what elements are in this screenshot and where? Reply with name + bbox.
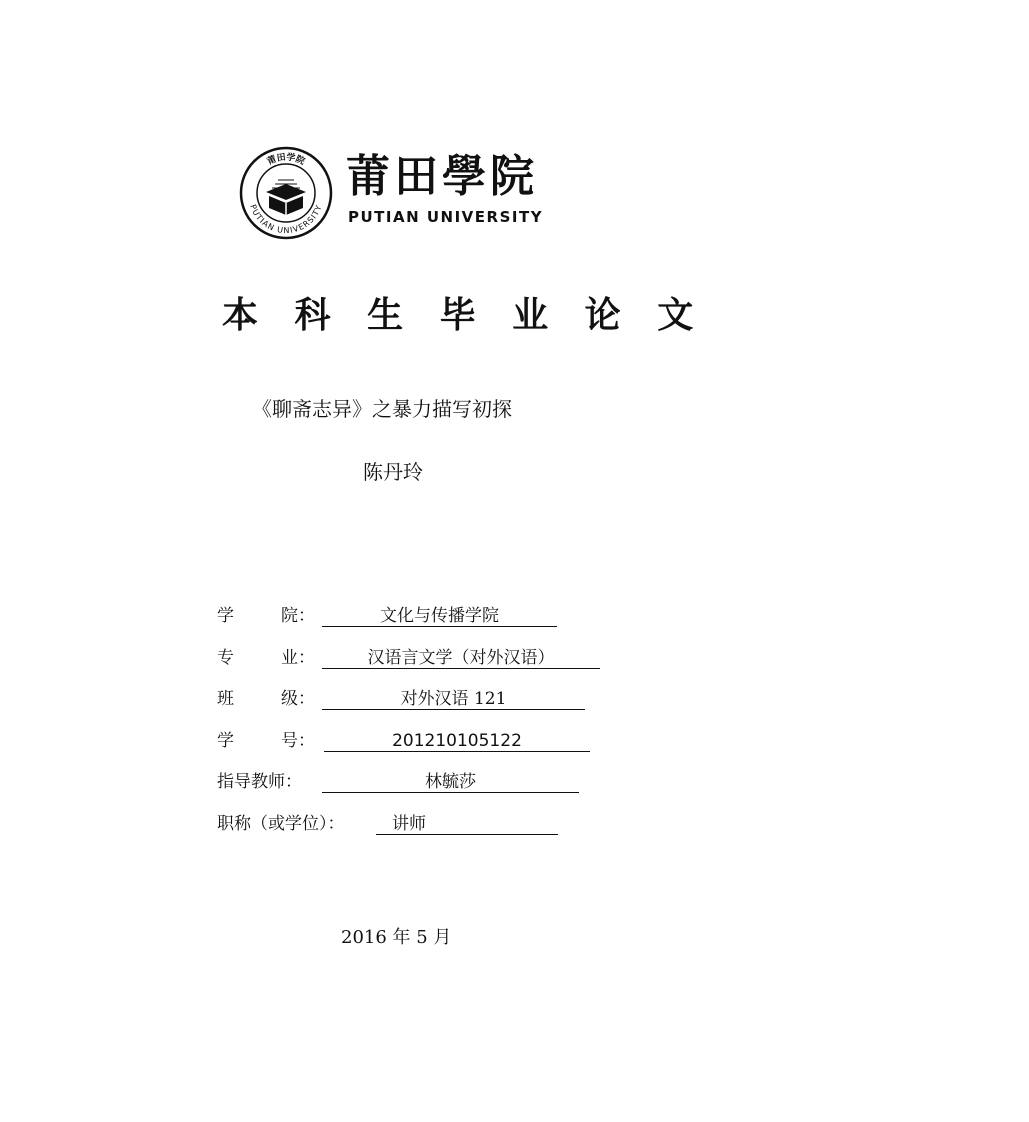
college-value: 文化与传播学院: [322, 603, 557, 627]
university-name-cn: 莆田學院: [346, 151, 538, 202]
student-id-label-b: 号：: [281, 731, 315, 751]
major-label-b: 业：: [281, 648, 315, 668]
university-seal-logo: [239, 146, 333, 240]
class-label-a: 班: [217, 689, 234, 709]
seal-graphic: [239, 146, 333, 240]
major-value: 汉语言文学（对外汉语）: [322, 645, 600, 669]
author-name: 陈丹玲: [363, 460, 423, 484]
seal-top-text: 莆田学院: [265, 152, 307, 168]
advisor-label: 指导教师：: [217, 772, 302, 792]
submission-date: 2016 年 5 月: [341, 927, 452, 948]
major-label-a: 专: [217, 648, 234, 668]
svg-text:莆田学院: [265, 151, 308, 168]
advisor-value: 林毓莎: [322, 769, 579, 793]
document-type-heading: 本 科 生 毕 业 论 文: [222, 295, 706, 336]
student-id-label-a: 学: [217, 731, 234, 751]
college-label-b: 院：: [281, 606, 315, 626]
class-label-b: 级：: [281, 689, 315, 709]
advisor-title-label: 职称（或学位）：: [217, 814, 345, 834]
class-value: 对外汉语 121: [322, 686, 585, 710]
seal-bottom-text: PUTIAN UNIVERSITY: [248, 203, 324, 236]
college-label-a: 学: [217, 606, 234, 626]
thesis-title: 《聊斋志异》之暴力描写初探: [252, 397, 512, 421]
advisor-title-value: 讲师: [376, 811, 558, 835]
student-id-value: 201210105122: [324, 728, 590, 752]
university-name-en: PUTIAN UNIVERSITY: [348, 208, 544, 226]
